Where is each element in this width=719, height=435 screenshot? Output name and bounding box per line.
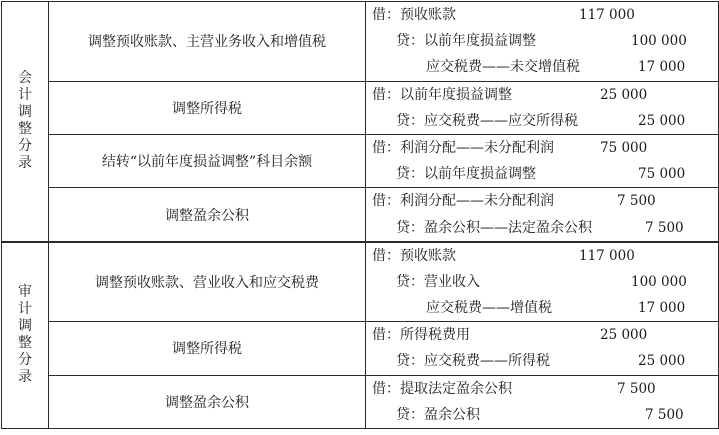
entry-line-amount: 25 000 — [638, 112, 686, 129]
entry-line-label: 贷：盈余公积——法定盈余公积 — [396, 219, 592, 236]
entry-line-label: 贷：应交税费——应交所得税 — [396, 112, 578, 129]
entry-line-amount: 7 500 — [617, 380, 656, 397]
section-title: 审计调整分录 — [18, 284, 32, 386]
entry-description: 结转“以前年度损益调整”科目余额 — [49, 134, 366, 187]
journal-entry-cell — [366, 322, 719, 375]
entry-line-label: 应交税费——未交增值税 — [426, 59, 580, 76]
entry-line-label: 贷：以前年度损益调整 — [396, 166, 536, 183]
entry-description: 调整所得税 — [49, 81, 366, 134]
entry-line-label: 借：提取法定盈余公积 — [372, 380, 512, 397]
entry-line-label: 借：利润分配——未分配利润 — [372, 193, 554, 210]
entry-description: 调整盈余公积 — [49, 375, 366, 428]
entry-line-amount: 7 500 — [617, 193, 656, 210]
entry-line-label: 贷：应交税费——所得税 — [396, 353, 550, 370]
table-row — [2, 81, 719, 134]
entry-description: 调整盈余公积 — [49, 188, 366, 242]
entry-line-amount: 17 000 — [638, 300, 686, 317]
entry-description: 调整预收账款、主营业务收入和增值税 — [49, 2, 366, 82]
entry-line-label: 借：以前年度损益调整 — [372, 86, 512, 103]
section-title-cell — [2, 242, 49, 429]
entry-line-amount: 100 000 — [631, 33, 687, 50]
adjustment-entries-table — [1, 1, 719, 429]
table-row — [2, 322, 719, 375]
entry-description: 调整预收账款、营业收入和应交税费 — [49, 242, 366, 322]
table-row — [2, 188, 719, 242]
entry-line-label: 借：预收账款 — [372, 7, 456, 23]
entry-line-amount: 75 000 — [600, 139, 648, 156]
journal-entry-cell — [366, 2, 719, 82]
entry-line-amount: 117 000 — [579, 247, 635, 264]
entry-line-label: 应交税费——增值税 — [426, 300, 552, 317]
entry-line-label: 借：利润分配——未分配利润 — [372, 139, 554, 156]
section-title: 会计调整分录 — [18, 70, 32, 172]
entry-line-label: 贷：营业收入 — [396, 273, 480, 290]
journal-entry-cell — [366, 242, 719, 322]
journal-entry-cell — [366, 375, 719, 428]
entry-line-amount: 7 500 — [645, 219, 684, 236]
table-row — [2, 2, 719, 82]
entry-line-label: 借：预收账款 — [372, 247, 456, 264]
entry-line-amount: 117 000 — [579, 7, 635, 23]
entry-line-amount: 25 000 — [600, 86, 648, 103]
journal-entry-cell — [366, 188, 719, 242]
entry-line-amount: 25 000 — [600, 327, 648, 344]
entry-line-amount: 100 000 — [631, 273, 687, 290]
section-title-cell — [2, 2, 49, 242]
journal-entry-cell — [366, 81, 719, 134]
entry-line-label: 贷：以前年度损益调整 — [396, 33, 536, 50]
entry-line-amount: 17 000 — [638, 59, 686, 76]
entry-line-amount: 7 500 — [645, 406, 684, 423]
entry-line-label: 贷：盈余公积 — [396, 406, 480, 423]
entry-line-label: 借：所得税费用 — [372, 327, 470, 344]
entry-line-amount: 75 000 — [638, 166, 686, 183]
table-row — [2, 242, 719, 322]
journal-entry-cell — [366, 134, 719, 187]
table-row — [2, 134, 719, 187]
entry-description: 调整所得税 — [49, 322, 366, 375]
entry-line-amount: 25 000 — [638, 353, 686, 370]
table-row — [2, 375, 719, 428]
